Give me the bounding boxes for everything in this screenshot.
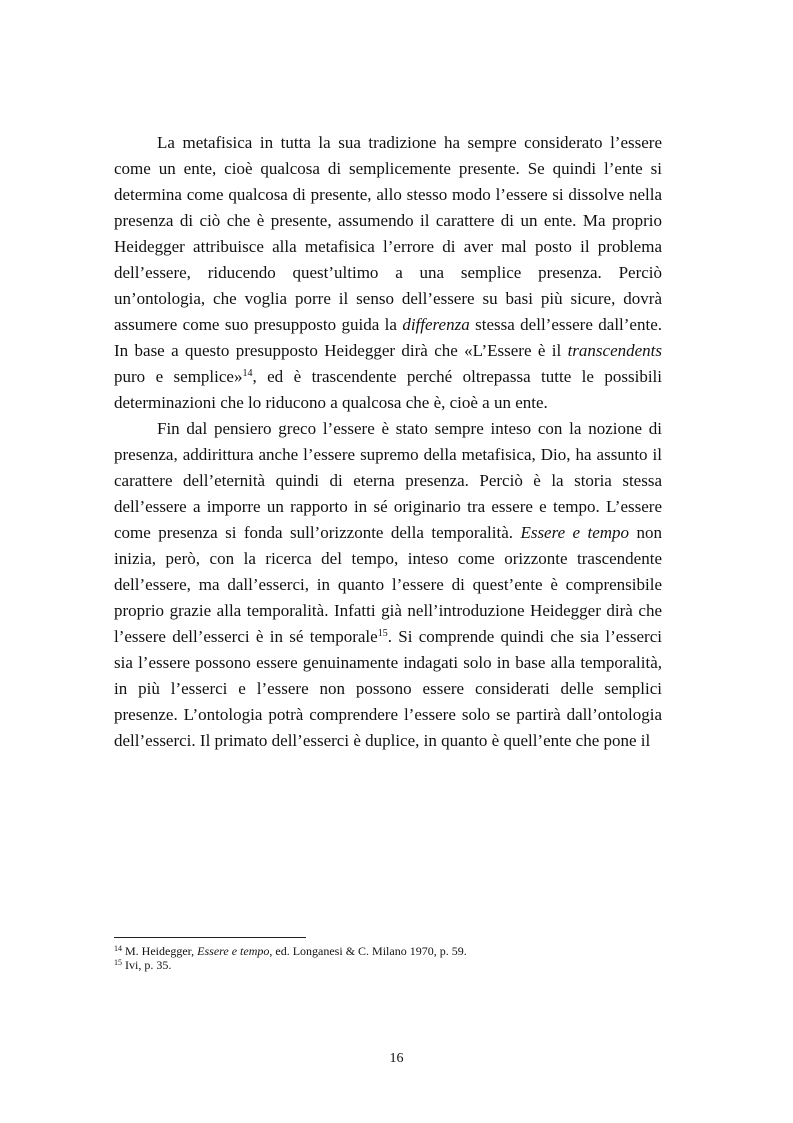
footnote-number: 15 [114,958,122,967]
italic-differenza: differenza [402,315,470,334]
paragraph-1-text-3: puro e semplice» [114,367,243,386]
footnote-number: 14 [114,944,122,953]
italic-essere-e-tempo: Essere e tempo [520,523,630,542]
paragraph-2-text-2: non inizia, però, con la ricerca del tempo, inteso come orizzonte trascendente dell’essere, ma dall’esserci, in quanto l’essere di quest’ente è comprensibile proprio grazie alla temporalità. Infatti già nell’introduzione Heidegger dirà che l’essere dell’esserci è in sé temporale [114,523,662,646]
footnote-text: M. Heidegger, [122,944,198,958]
paragraph-2-text: Fin dal pensiero greco l’essere è stato sempre inteso con la nozione di presenza, addirittura anche l’essere supremo della metafisica, Dio, ha assunto il carattere dell’eternità quindi di eterna presenza. Perciò è la storia stessa dell’essere a imporre un rapporto in sé originario tra essere e tempo. L’essere come presenza si fonda sull’orizzonte della temporalità. [114,419,662,542]
paragraph-1-text: La metafisica in tutta la sua tradizione ha sempre considerato l’essere come un ente, cioè qualcosa di semplicemente presente. Se quindi l’ente si determina come qualcosa di presente, allo stesso modo l’essere si dissolve nella presenza di ciò che è presente, assumendo il carattere di un ente. Ma proprio Heidegger attribuisce alla metafisica l’errore di aver mal posto il problema dell’essere, riducendo quest’ultimo a una semplice presenza. Perciò un’ontologia, che voglia porre il senso dell’essere su basi più sicure, dovrà assumere come suo presupposto guida la [114,133,662,334]
footnote-ref-15[interactable]: 15 [377,628,388,639]
paragraph-1 [114,130,662,416]
footnote-text: Ivi, p. 35. [122,958,172,972]
footnote-separator [114,937,306,938]
paragraph-1-text-2: stessa dell’essere dall’ente. In base a questo presupposto Heidegger dirà che «L’Essere è il [114,315,662,360]
footnote-text-2: , ed. Longanesi & C. Milano 1970, p. 59. [269,944,467,958]
footnotes [114,944,662,972]
page-number: 16 [389,1051,404,1066]
footnote-ref-14[interactable]: 14 [242,368,253,379]
body-text [114,130,662,754]
footnote-15 [114,958,662,972]
paragraph-1-text-4: , ed è trascendente perché oltrepassa tutte le possibili determinazioni che lo riducono a qualcosa che è, cioè a un ente. [114,367,662,412]
footnote-title: Essere e tempo [197,944,270,958]
paragraph-2-text-3: . Si comprende quindi che sia l’esserci sia l’essere possono essere genuinamente indagati solo in base alla temporalità, in più l’esserci e l’essere non possono essere considerati delle semplici presenze. L’ontologia potrà comprendere l’essere solo se partirà dall’ontologia dell’esserci. Il primato dell’esserci è duplice, in quanto è quell’ente che pone il [114,627,662,750]
italic-transcendents: transcendents [567,341,662,360]
paragraph-2 [114,416,662,754]
footnote-14 [114,944,662,958]
